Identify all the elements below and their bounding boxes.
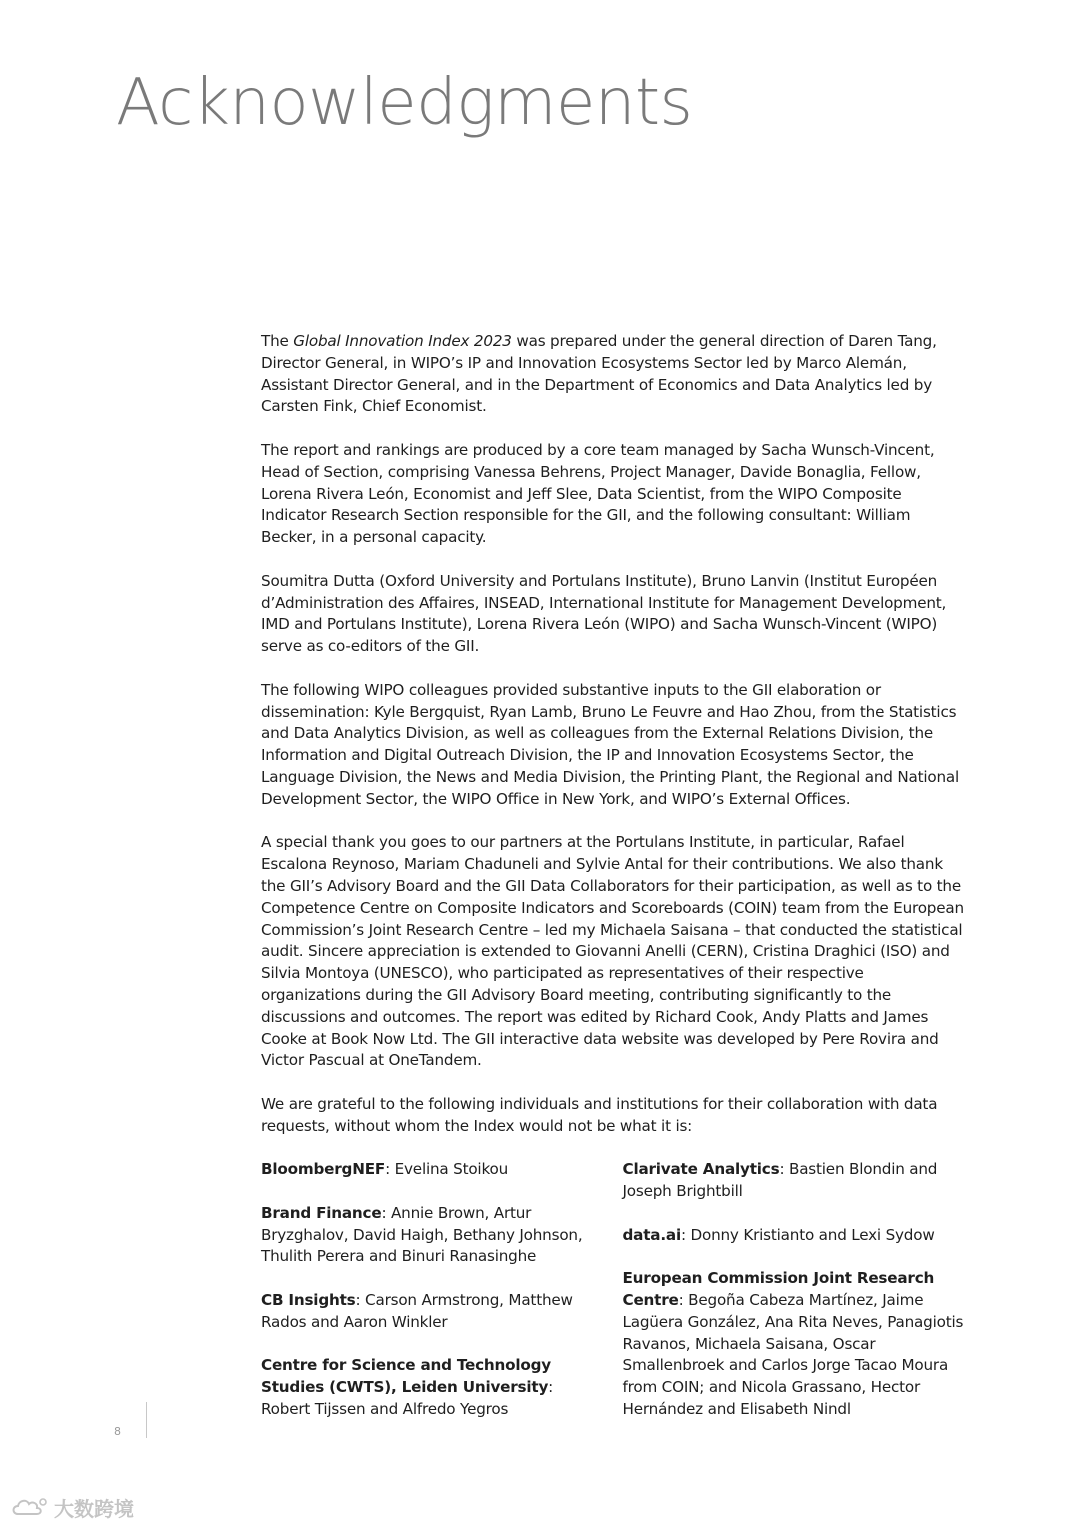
page-title: Acknowledgments bbox=[116, 66, 693, 140]
watermark bbox=[10, 1493, 134, 1522]
collaborator-names: : Evelina Stoikou bbox=[385, 1160, 509, 1179]
report-title-italic: Global Innovation Index 2023 bbox=[293, 332, 512, 350]
collaborator-entry bbox=[623, 1159, 967, 1203]
collaborator-entry bbox=[623, 1268, 967, 1421]
collaborator-names: : Carson Armstrong, Matthew Rados and Aaron Winkler bbox=[261, 1291, 573, 1331]
collaborator-entry bbox=[261, 1290, 607, 1334]
collaborator-names: : Annie Brown, Artur Bryzghalov, David Haigh, Bethany Johnson, Thulith Perera and Binuri Ranasinghe bbox=[261, 1203, 583, 1266]
paragraph-special-thanks: A special thank you goes to our partners at the Portulans Institute, in particular, Rafael Escalona Reynoso, Mariam Chaduneli and Sylvie Antal for their contributions. We also thank the GII’s Advisory Board and the GII Data Collaborators for their participation, as well as to the Competence Centre on Composite Indicators and Scoreboards (COIN) team from the European Commission’s Joint Research Centre – led my Michaela Saisana – that conducted the statistical audit. Sincere appreciation is extended to Giovanni Anelli (CERN), Cristina Draghici (ISO) and Silvia Montoya (UNESCO), who participated as representatives of their respective organizations during the GII Advisory Board meeting, contributing significantly to the discussions and outcomes. The report was edited by Richard Cook, Andy Platts and James Cooke at Book Now Ltd. The GII interactive data website was developed by Pere Rovira and Victor Pascual at OneTandem. bbox=[261, 833, 964, 1070]
collaborator-org: data.ai bbox=[622, 1225, 681, 1244]
collaborator-names: : Donny Kristianto and Lexi Sydow bbox=[680, 1225, 935, 1244]
collaborator-names: : Robert Tijssen and Alfredo Yegros bbox=[261, 1378, 554, 1419]
collaborator-org: Centre for Science and Technology Studies (CWTS), Leiden University bbox=[261, 1356, 551, 1397]
collaborators-right-column bbox=[623, 1159, 967, 1442]
collaborator-entry bbox=[623, 1225, 967, 1247]
page-number-divider bbox=[146, 1402, 147, 1438]
watermark-text: 大数跨境 bbox=[54, 1497, 134, 1521]
paragraph-rest: was prepared under the general direction of Daren Tang, Director General, in WIPO’s IP and Innovation Ecosystems Sector led by Marco Alemán, Assistant Director General, and in the Department of Economics and Data Analytics led by Carsten Fink, Chief Economist. bbox=[261, 332, 937, 416]
paragraph-co-editors: Soumitra Dutta (Oxford University and Portulans Institute), Bruno Lanvin (Institut Européen d’Administration des Affaires, INSEAD, International Institute for Management Development, IMD and Portulans Institute), Lorena Rivera León (WIPO) and Sacha Wunsch-Vincent (WIPO) serve as co-editors of the GII. bbox=[261, 571, 947, 656]
collaborator-org: Clarivate Analytics bbox=[622, 1160, 780, 1179]
paragraph-lead: The bbox=[261, 332, 294, 350]
collaborators-columns bbox=[261, 1159, 966, 1442]
page-number: 8 bbox=[114, 1425, 121, 1438]
collaborator-names: : Bastien Blondin and Joseph Brightbill bbox=[622, 1160, 938, 1201]
collaborator-names: : Begoña Cabeza Martínez, Jaime Lagüera González, Ana Rita Neves, Panagiotis Ravanos, Michaela Saisana, Oscar Smallenbroek and Carlos Jorge Tacao Moura from COIN; and Nicola Grassano, Hector Hernández and Elisabeth Nindl bbox=[622, 1291, 964, 1419]
collaborators-left-column bbox=[261, 1159, 607, 1442]
paragraph-direction bbox=[261, 331, 966, 418]
paragraph-core-team: The report and rankings are produced by a core team managed by Sacha Wunsch-Vincent, Head of Section, comprising Vanessa Behrens, Project Manager, Davide Bonaglia, Fellow, Lorena Rivera León, Economist and Jeff Slee, Data Scientist, from the WIPO Composite Indicator Research Section responsible for the GII, and the following consultant: William Becker, in a personal capacity. bbox=[261, 440, 935, 547]
collaborator-org: Brand Finance bbox=[261, 1203, 382, 1222]
collaborator-org: European Commission Joint Research Centre bbox=[622, 1269, 935, 1310]
collaborator-org: CB Insights bbox=[261, 1291, 356, 1310]
collaborator-entry bbox=[261, 1159, 607, 1181]
paragraph-wipo-colleagues: The following WIPO colleagues provided substantive inputs to the GII elaboration or dissemination: Kyle Bergquist, Ryan Lamb, Bruno Le Feuvre and Hao Zhou, from the Statistics and Data Analytics Division, as well as colleagues from the External Relations Division, the Information and Digital Outreach Division, the IP and Innovation Ecosystems Sector, the Language Division, the News and Media Division, the Printing Plant, the Regional and National Development Sector, the WIPO Office in New York, and WIPO’s External Offices. bbox=[261, 680, 960, 808]
acknowledgments-body bbox=[261, 331, 966, 1443]
collaborator-org: BloombergNEF bbox=[261, 1160, 386, 1179]
collaborator-entry bbox=[261, 1203, 607, 1268]
cloud-logo-icon bbox=[10, 1496, 50, 1520]
collaborator-entry bbox=[261, 1355, 607, 1420]
paragraph-data-collaborators-intro: We are grateful to the following individuals and institutions for their collaboration with data requests, without whom the Index would not be what it is: bbox=[261, 1094, 938, 1135]
